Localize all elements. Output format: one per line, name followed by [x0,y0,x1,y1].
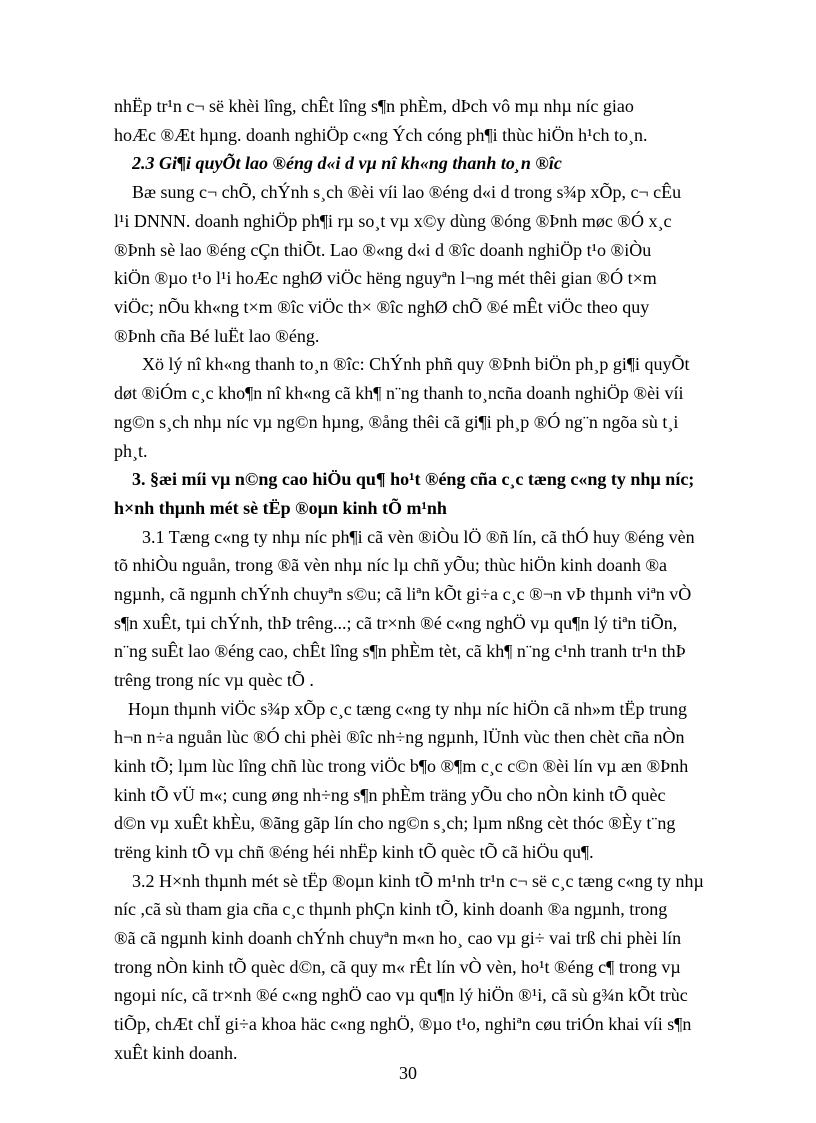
paragraph-line: 3.1 Tæng c«ng ty nhµ níc ph¶i cã vèn ®iÒu lÖ ®ñ lín, cã thÓ huy ®éng vèn [142,527,695,547]
paragraph-line: nhËp tr¹n c¬ së khèi lîng, chÊt lîng s¶n phÈm, dÞch vô mµ nhµ níc giao [114,96,634,116]
paragraph-line: ngµnh, cã ngµnh chÝnh chuyªn s©u; cã liªn kÕt gi÷a c¸c ®¬n vÞ thµnh viªn vÒ [114,584,692,604]
paragraph-line: n¨ng suÊt lao ®éng cao, chÊt lîng s¶n phÈm tèt, cã kh¶ n¨ng c¹nh tranh tr¹n thÞ [114,641,686,661]
paragraph-line: s¶n xuÊt, tµi chÝnh, thÞ trêng...; cã tr×nh ®é c«ng nghÖ vµ qu¶n lý tiªn tiÕn, [114,613,678,633]
paragraph-line: h¬n n÷a nguån lùc ®Ó chi phèi ®îc nh÷ng ngµnh, lÜnh vùc then chèt cña nÒn [114,727,685,747]
paragraph-line: ®ã cã ngµnh kinh doanh chÝnh chuyªn m«n ho¸ cao vµ gi÷ vai trß chi phèi lín [114,928,682,948]
paragraph-line: ph¸t. [114,441,148,461]
paragraph-line: hoÆc ®Æt hµng. doanh nghiÖp c«ng Ých cóng ph¶i thùc hiÖn h¹ch to¸n. [114,125,648,145]
paragraph-line: ng©n s¸ch nhµ níc vµ ng©n hµng, ®ång thêi cã gi¶i ph¸p ®Ó ng¨n ngõa sù t¸i [114,412,679,432]
paragraph-line: Hoµn thµnh viÖc s¾p xÕp c¸c tæng c«ng ty nhµ níc hiÖn cã nh»m tËp trung [128,699,688,719]
paragraph-line: ®Þnh sè lao ®éng cÇn thiÕt. Lao ®«ng d«i d ®îc doanh nghiÖp t¹o ®iÒu [114,240,652,260]
paragraph-line: døt ®iÓm c¸c kho¶n nî kh«ng cã kh¶ n¨ng thanh to¸ncña doanh nghiÖp ®èi víi [114,383,684,403]
paragraph-line: l¹i DNNN. doanh nghiÖp ph¶i rµ so¸t vµ x©y dùng ®óng ®Þnh møc ®Ó x¸c [114,211,672,231]
paragraph-line: 3.2 H×nh thµnh mét sè tËp ®oµn kinh tÕ m¹nh tr¹n c¬ së c¸c tæng c«ng ty nhµ [132,871,704,891]
section-heading: 2.3 Gi¶i quyÕt lao ®éng d«i d vµ nî kh«ng thanh to¸n ®îc [132,153,562,173]
paragraph-line: trëng kinh tÕ vµ chñ ®éng héi nhËp kinh tÕ quèc tÕ cã hiÖu qu¶. [114,842,594,862]
section-heading: 3. §æi míi vµ n©ng cao hiÖu qu¶ ho¹t ®éng cña c¸c tæng c«ng ty nhµ níc; [132,469,695,489]
paragraph-line: tiÕp, chÆt chÏ gi÷a khoa häc c«ng nghÖ, ®µo t¹o, nghiªn cøu triÓn khai víi s¶n [114,1014,692,1034]
paragraph-line: kiÖn ®µo t¹o l¹i hoÆc nghØ viÖc hëng nguyªn l¬ng mét thêi gian ®Ó t×m [114,268,657,288]
paragraph-line: Xö lý nî kh«ng thanh to¸n ®îc: ChÝnh phñ quy ®Þnh biÖn ph¸p gi¶i quyÕt [142,354,690,374]
paragraph-line: kinh tÕ vÜ m«; cung øng nh÷ng s¶n phÈm träng yÕu cho nÒn kinh tÕ quèc [114,785,666,805]
paragraph-line: trêng trong níc vµ quèc tÕ . [114,670,314,690]
paragraph-line: xuÊt kinh doanh. [114,1043,238,1063]
paragraph-line: níc ,cã sù tham gia cña c¸c thµnh phÇn kinh tÕ, kinh doanh ®a ngµnh, trong [114,899,668,919]
paragraph-line: ngoµi níc, cã tr×nh ®é c«ng nghÖ cao vµ qu¶n lý hiÖn ®¹i, cã sù g¾n kÕt trùc [114,985,688,1005]
page-number: 30 [399,1063,417,1083]
paragraph-line: trong nÒn kinh tÕ quèc d©n, cã quy m« rÊt lín vÒ vèn, ho¹t ®éng c¶ trong vµ [114,957,681,977]
paragraph-line: Bæ sung c¬ chÕ, chÝnh s¸ch ®èi víi lao ®éng d«i d trong s¾p xÕp, c¬ cÊu [132,182,682,202]
paragraph-line: kinh tÕ; lµm lùc lîng chñ lùc trong viÖc b¶o ®¶m c¸c c©n ®èi lín vµ æn ®Þnh [114,756,689,776]
paragraph-line: ®Þnh cña Bé luËt lao ®éng. [114,326,320,346]
paragraph-line: tõ nhiÒu nguån, trong ®ã vèn nhµ níc lµ chñ yÕu; thùc hiÖn kinh doanh ®a [114,555,668,575]
paragraph-line: viÖc; nÕu kh«ng t×m ®îc viÖc th× ®îc nghØ chÕ ®é mÊt viÖc theo quy [114,297,650,317]
paragraph-line: d©n vµ xuÊt khÈu, ®ãng gãp lín cho ng©n s¸ch; lµm nßng cèt thóc ®Èy t¨ng [114,813,676,833]
section-heading: h×nh thµnh mét sè tËp ®oµn kinh tÕ m¹nh [114,498,447,518]
